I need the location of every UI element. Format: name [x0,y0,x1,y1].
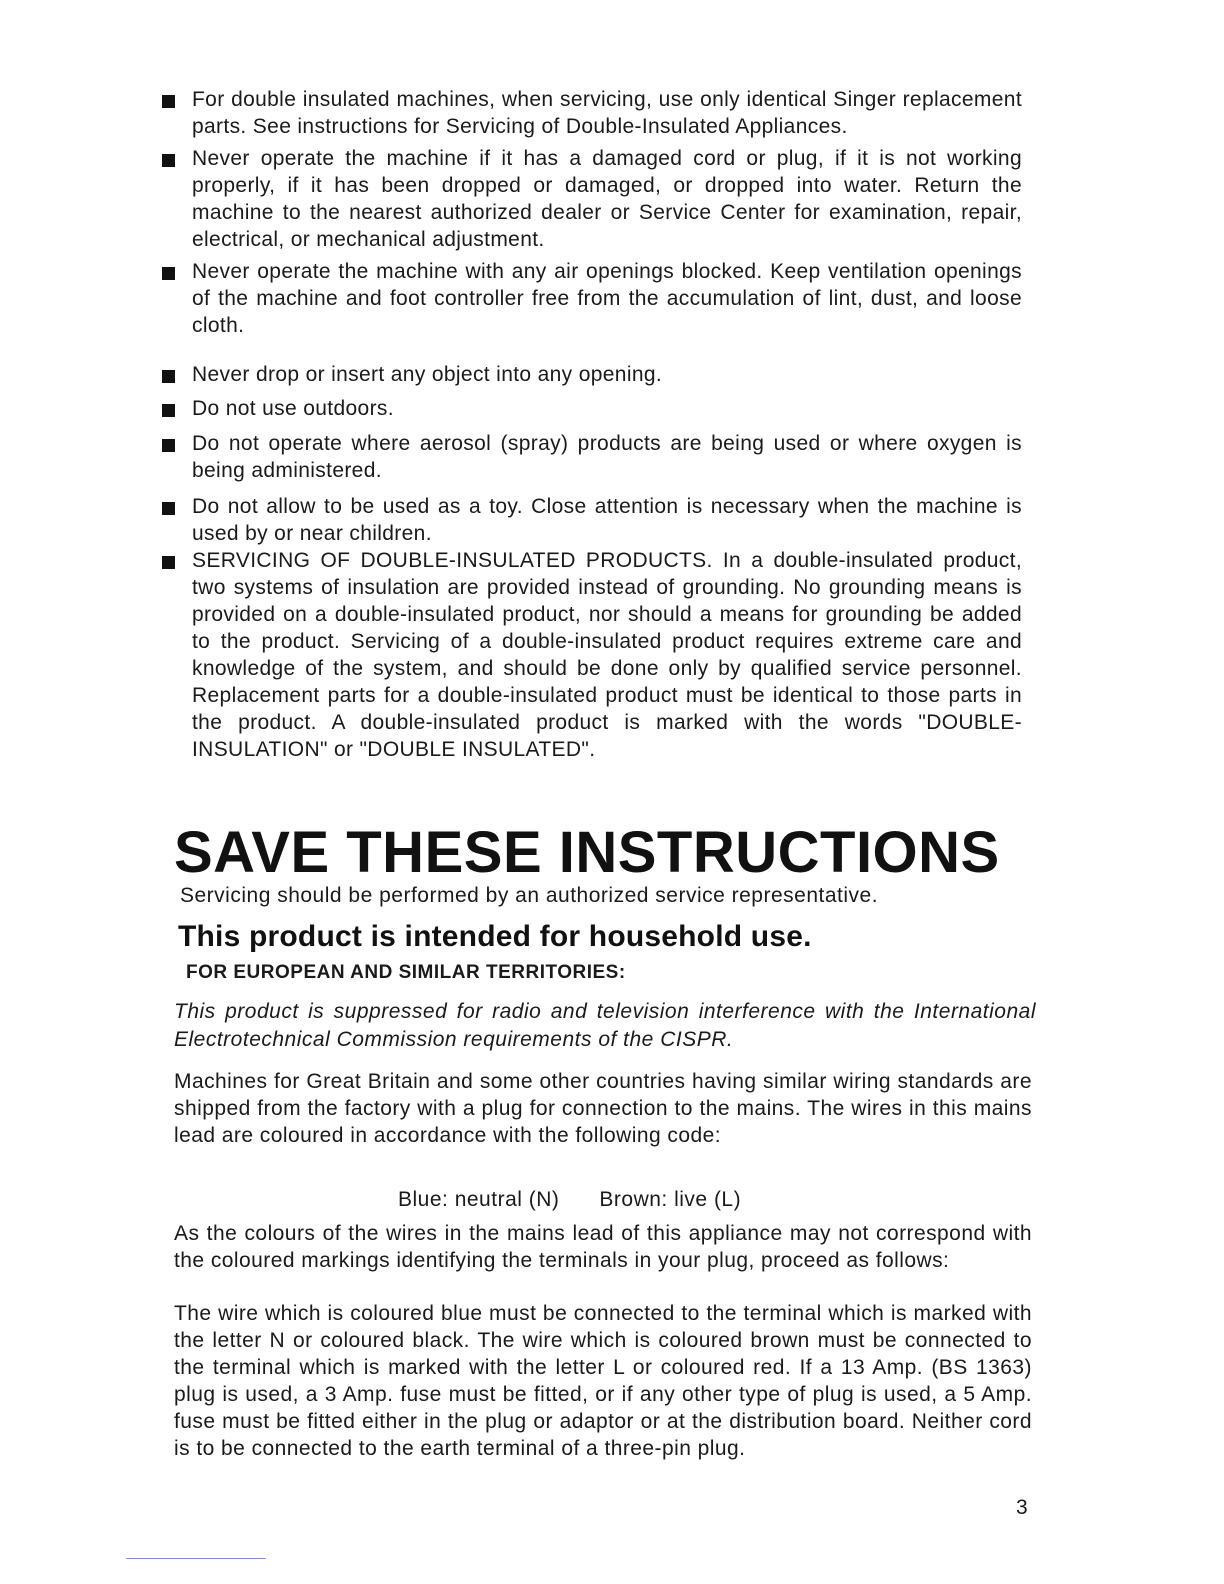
bullet-square-icon [162,502,175,515]
safety-bullet [162,86,1022,140]
save-instructions-heading: SAVE THESE INSTRUCTIONS [174,820,1000,885]
bullet-square-icon [162,439,175,452]
bullet-text: Never operate the machine with any air openings blocked. Keep ventilation openings of the machine and foot controller free from the accumulation of lint, dust, and loose cloth. [192,260,1022,337]
machines-paragraph: Machines for Great Britain and some other countries having similar wiring standards are shipped from the factory with a plug for connection to the mains. The wires in this mains lead are coloured in accordance with the following code: [174,1070,1032,1147]
wire-code-legend [398,1186,741,1214]
bullet-text: Never drop or insert any object into any opening. [192,363,663,386]
service-notice: Servicing should be performed by an authorized service representative. [180,884,879,907]
bullet-square-icon [162,154,175,167]
bullet-square-icon [162,404,175,417]
safety-bullet-list [162,86,1022,763]
bullet-square-icon [162,556,175,569]
household-use-heading: This product is intended for household use. [178,920,812,953]
page-number: 3 [1016,1496,1028,1519]
colours-paragraph: As the colours of the wires in the mains lead of this appliance may not correspond with the coloured markings identifying the terminals in your plug, proceed as follows: [174,1222,1032,1272]
bullet-square-icon [162,267,175,280]
territories-heading: FOR EUROPEAN AND SIMILAR TERRITORIES: [186,962,626,983]
footer-divider [126,1558,266,1559]
suppression-note: This product is suppressed for radio and television interference with the International Electrotechnical Commission requirements of the CISPR. [174,1000,1036,1051]
bullet-square-icon [162,370,175,383]
safety-bullet [162,258,1022,339]
bullet-text: Do not use outdoors. [192,397,394,420]
bullet-text: SERVICING OF DOUBLE-INSULATED PRODUCTS. In a double-insulated product, two systems of insulation are provided instead of grounding. No grounding means is provided on a double-insulated product, nor should a means for grounding be added to the product. Servicing of a double-insulated product requires extreme care and knowledge of the system, and should be done only by qualified service personnel. Replacement parts for a double-insulated product must be identical to those parts in the product. A double-insulated product is marked with the words "DOUBLE-INSULATION" or "DOUBLE INSULATED". [192,549,1022,761]
safety-bullet [162,430,1022,484]
bullet-text: For double insulated machines, when servicing, use only identical Singer replacement parts. See instructions for Servicing of Double-Insulated Appliances. [192,88,1022,138]
safety-bullet [162,361,1022,388]
bullet-text: Do not operate where aerosol (spray) products are being used or where oxygen is being administered. [192,432,1022,482]
safety-bullet [162,395,1022,422]
wire-neutral-label: Blue: neutral (N) [398,1188,560,1211]
wiring-instructions-paragraph: The wire which is coloured blue must be connected to the terminal which is marked with the letter N or coloured black. The wire which is coloured brown must be connected to the terminal which is marked with the letter L or coloured red. If a 13 Amp. (BS 1363) plug is used, a 3 Amp. fuse must be fitted, or if any other type of plug is used, a 5 Amp. fuse must be fitted either in the plug or adaptor or at the distribution board. Neither cord is to be connected to the earth terminal of a three-pin plug. [174,1302,1032,1460]
bullet-text: Never operate the machine if it has a damaged cord or plug, if it is not working properly, if it has been dropped or damaged, or dropped into water. Return the machine to the nearest authorized dealer or Service Center for examination, repair, electrical, or mechanical adjustment. [192,147,1022,251]
safety-bullet [162,493,1022,547]
bullet-square-icon [162,95,175,108]
wire-live-label: Brown: live (L) [599,1188,742,1211]
safety-bullet [162,145,1022,253]
safety-bullet [162,547,1022,763]
bullet-text: Do not allow to be used as a toy. Close attention is necessary when the machine is used by or near children. [192,495,1022,545]
